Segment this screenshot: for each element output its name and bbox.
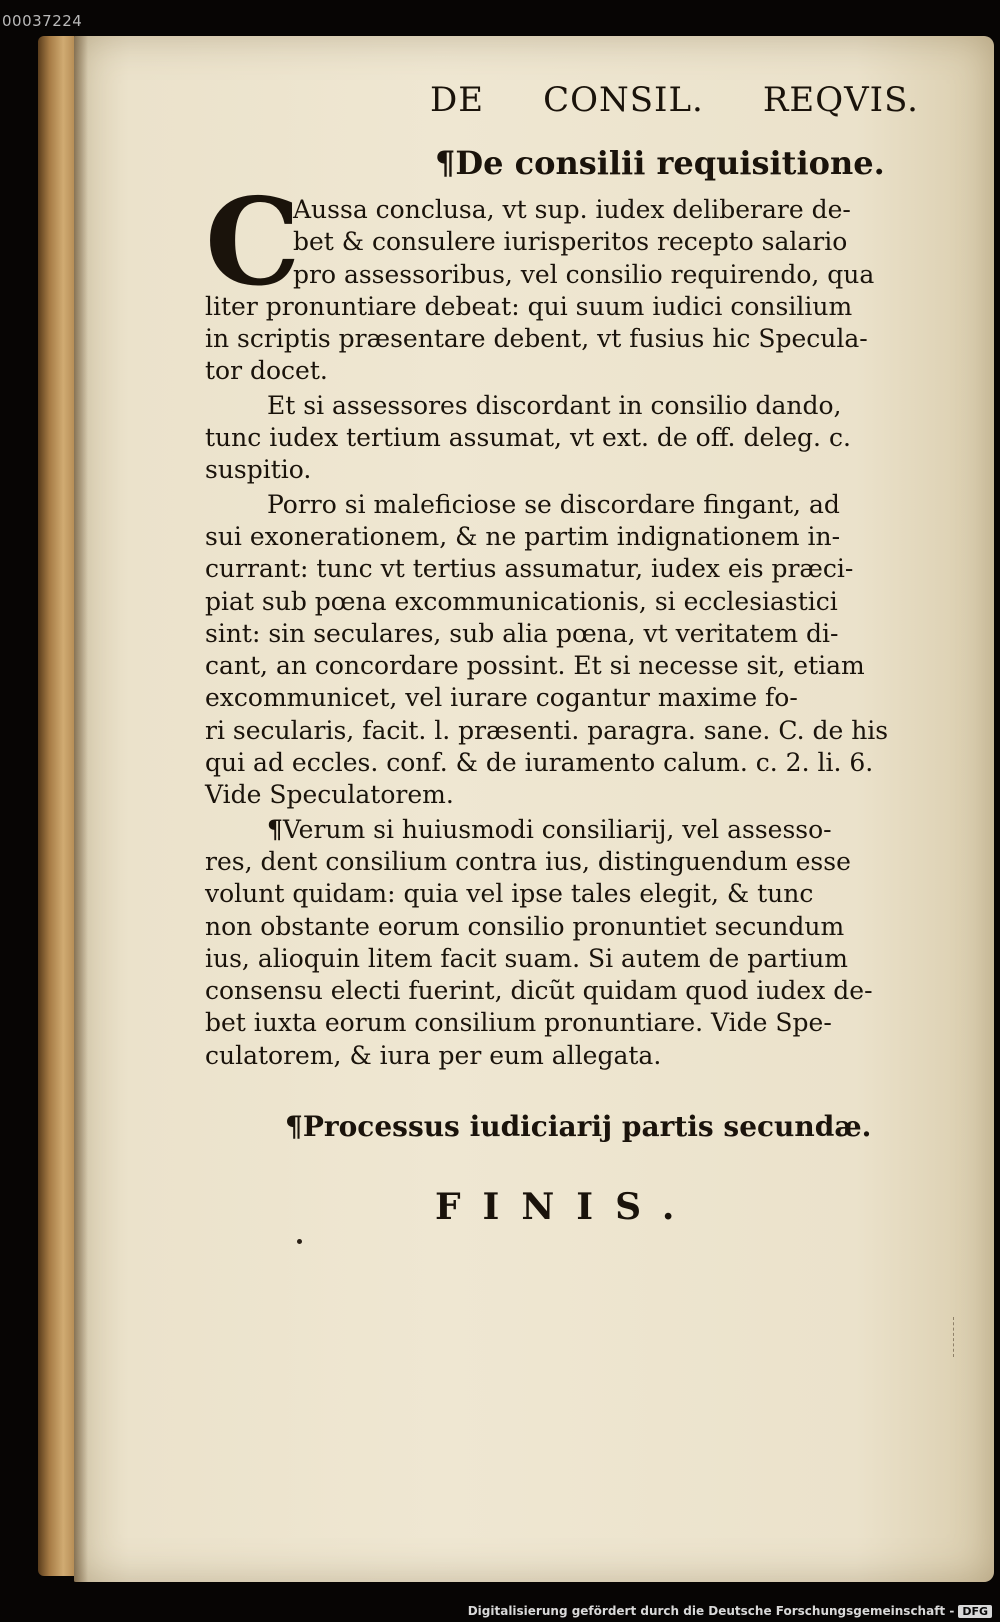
text-line: piat sub pœna excommunicationis, si ecclesiastici xyxy=(205,586,838,616)
pilcrow-icon: ¶ xyxy=(435,144,456,182)
closing-line-text: Processus iudiciarij partis secundæ. xyxy=(302,1110,872,1144)
text-line: currant: tunc vt tertius assumatur, iudex eis præci- xyxy=(205,554,854,584)
finis: FINIS. xyxy=(435,1186,697,1229)
text-line: bet iuxta eorum consilium pronuntiare. Vide Spe- xyxy=(205,1008,832,1038)
section-title-text: De consilii requisitione. xyxy=(455,144,885,182)
pilcrow-icon: ¶ xyxy=(285,1110,303,1144)
text-line: Et si assessores discordant in consilio dando, xyxy=(267,390,842,420)
text-line: Porro si maleficiose se discordare fingant, ad xyxy=(267,489,840,519)
text-line: pro assessoribus, vel consilio requirendo, qua xyxy=(293,259,875,289)
pilcrow-icon: ¶ xyxy=(267,814,283,844)
drop-cap: C xyxy=(205,172,301,313)
text-line: culatorem, & iura per eum allegata. xyxy=(205,1040,662,1070)
text-line: sui exonerationem, & ne partim indignationem in- xyxy=(205,521,841,551)
footer-credit xyxy=(468,1604,992,1618)
page-gutter-shadow xyxy=(74,36,88,1582)
text-line: suspitio. xyxy=(205,455,312,485)
text-line: consensu electi fuerint, dicũt quidam quod iudex de- xyxy=(205,976,873,1006)
text-line: tor docet. xyxy=(205,356,328,386)
running-head-right: REQVIS. xyxy=(762,80,919,120)
footer-credit-text: Digitalisierung gefördert durch die Deutsche Forschungsgemeinschaft - xyxy=(467,1604,955,1618)
page-mark xyxy=(935,1317,954,1357)
text-line: Aussa conclusa, vt sup. iudex deliberare de- xyxy=(293,195,851,224)
running-head xyxy=(205,80,975,134)
text-line: res, dent consilium contra ius, distinguendum esse xyxy=(205,846,851,876)
text-line: Vide Speculatorem. xyxy=(205,780,454,810)
text-line: ius, alioquin litem facit suam. Si autem de partium xyxy=(205,943,849,973)
text-line: cant, an concordare possint. Et si necesse sit, etiam xyxy=(205,651,865,681)
text-line: bet & consulere iurisperitos recepto salario xyxy=(293,227,848,257)
paragraph-3 xyxy=(205,489,975,812)
text-line: qui ad eccles. conf. & de iuramento calum. c. 2. li. 6. xyxy=(205,748,874,778)
running-head-left: DE xyxy=(430,80,485,120)
text-line: Verum si huiusmodi consiliarij, vel assesso- xyxy=(282,814,832,844)
paragraph-4 xyxy=(205,814,975,1072)
page-text-block xyxy=(205,80,975,1228)
text-line: ri secularis, facit. l. præsenti. paragra. sane. C. de his xyxy=(205,715,889,745)
text-line: tunc iudex tertium assumat, vt ext. de off. deleg. c. xyxy=(205,423,851,453)
ink-dot xyxy=(297,1239,302,1244)
section-title xyxy=(435,144,975,186)
closing-line xyxy=(285,1110,975,1150)
paragraph-1-text xyxy=(293,194,975,291)
text-line: volunt quidam: quia vel ipse tales elegit, & tunc xyxy=(205,879,814,909)
text-line: excommunicet, vel iurare cogantur maxime fo- xyxy=(205,683,798,713)
running-head-middle: CONSIL. xyxy=(543,80,704,120)
text-line: non obstante eorum consilio pronuntiet secundum xyxy=(205,911,845,941)
scan-id: 00037224 xyxy=(2,12,83,30)
text-line: in scriptis præsentare debent, vt fusius hic Specula- xyxy=(205,324,868,354)
paragraph-2 xyxy=(205,390,975,487)
dfg-logo: DFG xyxy=(958,1605,992,1618)
paragraph-1-continuation xyxy=(205,291,975,388)
text-line: sint: sin seculares, sub alia pœna, vt veritatem di- xyxy=(205,618,839,648)
text-line: liter pronuntiare debeat: qui suum iudici consilium xyxy=(205,291,853,321)
